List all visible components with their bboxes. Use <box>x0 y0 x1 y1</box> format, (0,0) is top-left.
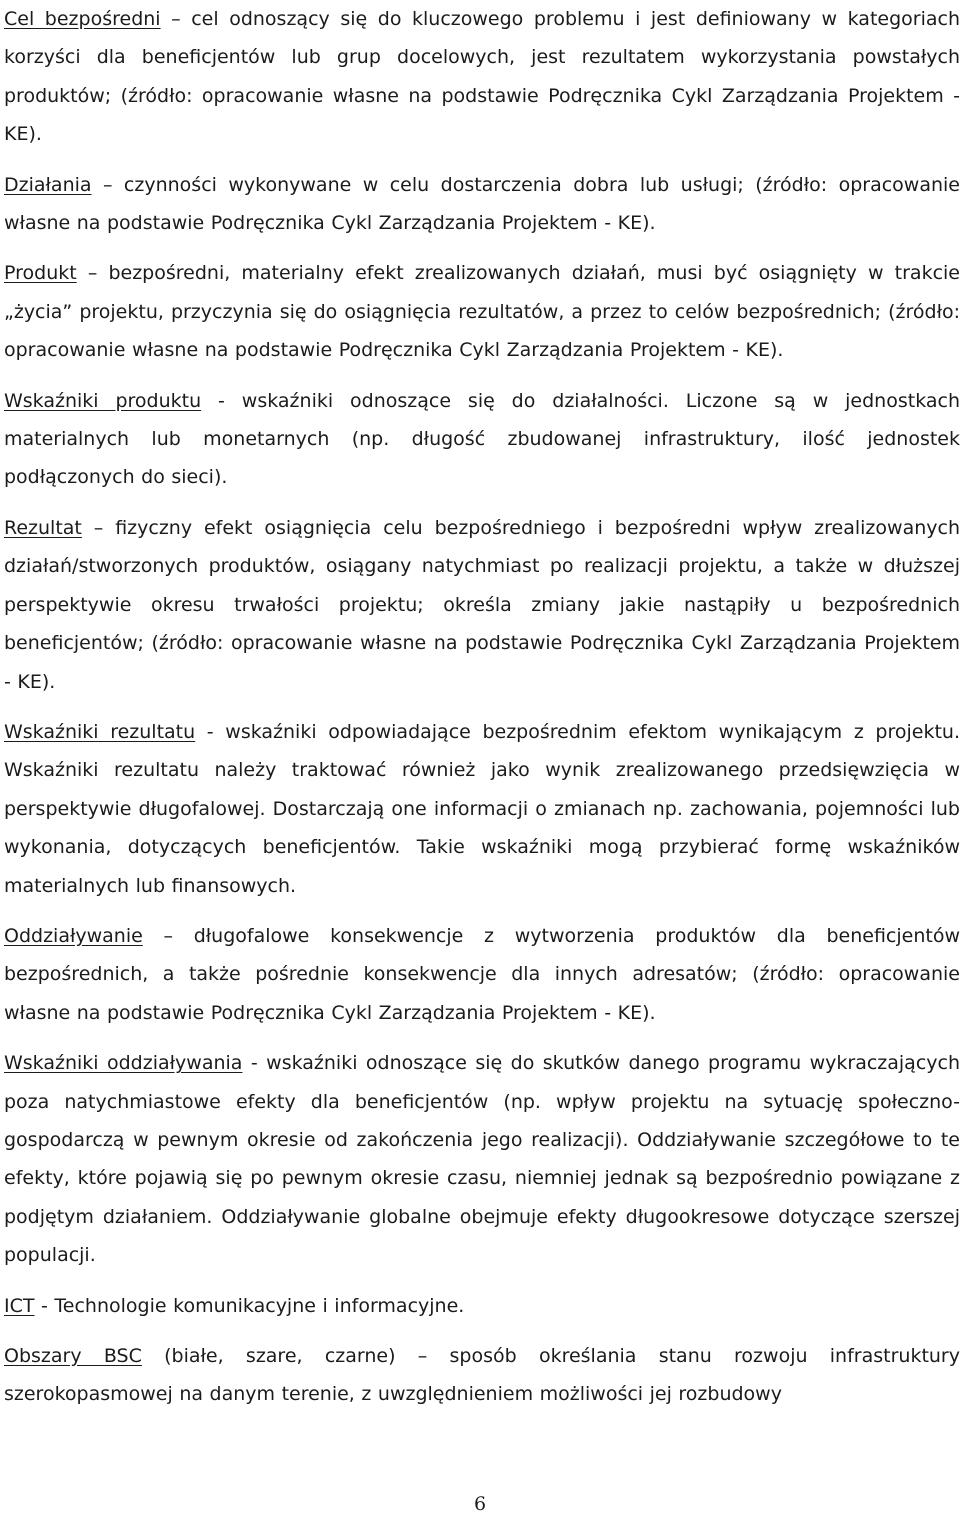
term-oddzialywanie: Oddziaływanie <box>4 924 143 947</box>
definition-text: - wskaźniki odpowiadające bezpośrednim efektom wynikającym z projektu. Wskaźniki rezultatu należy traktować również jako wynik zrealizowanego przedsięwzięcia w perspektywie długofalowej. Dostarczają one informacji o zmianach np. zachowania, pojemności lub wykonania, dotyczących beneficjentów. Takie wskaźniki mogą przybierać formę wskaźników materialnych lub finansowych. <box>4 720 960 897</box>
term-wskazniki-oddzialywania: Wskaźniki oddziaływania <box>4 1052 243 1075</box>
definition-text: – długofalowe konsekwencje z wytworzenia produktów dla beneficjentów bezpośrednich, a także pośrednie konsekwencje dla innych adresatów; (źródło: opracowanie własne na podstawie Podręcznika Cykl Zarządzania Projektem - KE). <box>4 924 960 1024</box>
definition-text: - Technologie komunikacyjne i informacyjne. <box>34 1294 465 1317</box>
term-ict: ICT <box>4 1294 35 1317</box>
term-produkt: Produkt <box>4 262 77 285</box>
definition-text: – cel odnoszący się do kluczowego problemu i jest definiowany w kategoriach korzyści dla beneficjentów lub grup docelowych, jest rezultatem wykorzystania powstałych produktów; (źródło: opracowanie własne na podstawie Podręcznika Cykl Zarządzania Projektem - KE). <box>4 8 960 146</box>
term-wskazniki-rezultatu: Wskaźniki rezultatu <box>4 720 196 743</box>
definition-wskazniki-produktu <box>4 382 960 497</box>
definition-dzialania <box>4 166 960 243</box>
term-obszary-bsc: Obszary BSC <box>4 1345 142 1367</box>
page-number: 6 <box>473 1493 487 1515</box>
definition-text: - wskaźniki odnoszące się do działalności. Liczone są w jednostkach materialnych lub monetarnych (np. długość zbudowanej infrastruktury, ilość jednostek podłączonych do sieci). <box>4 389 960 489</box>
definition-rezultat <box>4 509 960 701</box>
term-cel-bezposredni: Cel bezpośredni <box>4 8 161 30</box>
definition-text: – czynności wykonywane w celu dostarczenia dobra lub usługi; (źródło: opracowanie własne na podstawie Podręcznika Cykl Zarządzania Projektem - KE). <box>4 173 960 235</box>
definition-wskazniki-rezultatu <box>4 713 960 905</box>
definition-produkt <box>4 254 960 369</box>
term-rezultat: Rezultat <box>4 516 82 539</box>
document-page <box>4 0 960 1519</box>
definition-oddzialywanie <box>4 917 960 1032</box>
term-wskazniki-produktu: Wskaźniki produktu <box>4 389 202 412</box>
definition-wskazniki-oddzialywania <box>4 1044 960 1274</box>
definition-text: – fizyczny efekt osiągnięcia celu bezpośredniego i bezpośredni wpływ zrealizowanych działań/stworzonych produktów, osiągany natychmiast po realizacji projektu, a także w dłuższej perspektywie okresu trwałości projektu; określa zmiany jakie nastąpiły u bezpośrednich beneficjentów; (źródło: opracowanie własne na podstawie Podręcznika Cykl Zarządzania Projektem - KE). <box>4 516 960 693</box>
definition-text: - wskaźniki odnoszące się do skutków danego programu wykraczających poza natychmiastowe efekty dla beneficjentów (np. wpływ projektu na sytuację społeczno-gospodarczą w pewnym okresie od zakończenia jego realizacji). Oddziaływanie szczegółowe to te efekty, które pojawią się po pewnym okresie czasu, niemniej jednak są bezpośrednio powiązane z podjętym działaniem. Oddziaływanie globalne obejmuje efekty długookresowe dotyczące szerszej populacji. <box>4 1052 960 1267</box>
definition-text: (białe, szare, czarne) – sposób określania stanu rozwoju infrastruktury szerokopasmowej na danym terenie, z uwzględnieniem możliwości jej rozbudowy <box>4 1345 960 1406</box>
term-dzialania: Działania <box>4 173 92 196</box>
definition-text: – bezpośredni, materialny efekt zrealizowanych działań, musi być osiągnięty w trakcie „życia” projektu, przyczynia się do osiągnięcia rezultatów, a przez to celów bezpośrednich; (źródło: opracowanie własne na podstawie Podręcznika Cykl Zarządzania Projektem - KE). <box>4 262 960 362</box>
definition-ict <box>4 1287 960 1325</box>
definition-obszary-bsc <box>4 1337 960 1414</box>
definition-cel-bezposredni <box>4 0 960 154</box>
